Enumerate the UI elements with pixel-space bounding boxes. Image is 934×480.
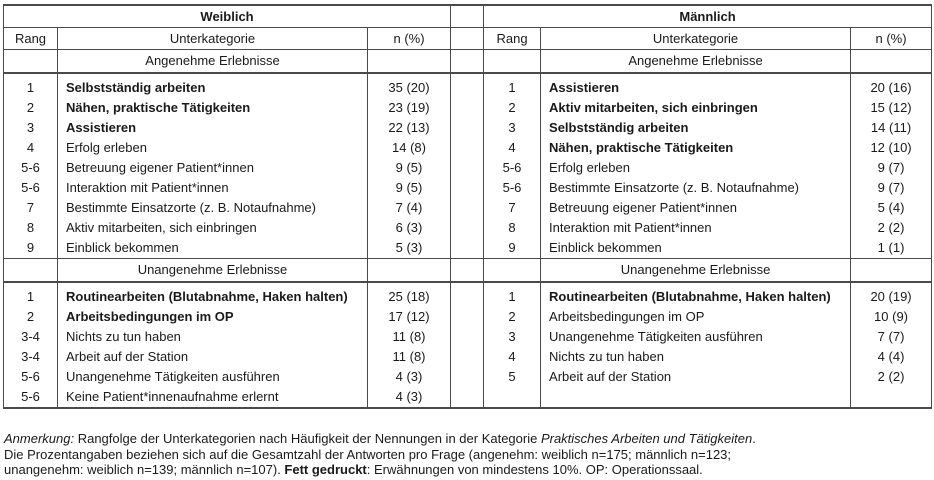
category-cell: Assistieren: [541, 73, 851, 98]
value-cell: 9 (7): [851, 158, 932, 178]
category-cell: Routinearbeiten (Blutabnahme, Haken halten): [58, 282, 368, 307]
value-cell: 14 (8): [368, 138, 451, 158]
value-cell: 15 (12): [851, 98, 932, 118]
note-segment: Die Prozentangaben beziehen sich auf die Gesamtzahl der Antworten pro Frage (angenehm: weiblich n=175; männlich n=123;: [4, 446, 732, 462]
rank-cell: 9: [4, 238, 58, 259]
category-cell: Keine Patient*innenaufnahme erlernt: [58, 387, 368, 408]
note-segment: .: [752, 431, 756, 446]
value-cell: 11 (8): [368, 327, 451, 347]
table-row: [4, 238, 932, 259]
value-cell: 9 (5): [368, 158, 451, 178]
category-cell: Selbstständig arbeiten: [541, 118, 851, 138]
value-cell: 9 (7): [851, 178, 932, 198]
rank-cell: 5-6: [4, 158, 58, 178]
table-row: [4, 282, 932, 307]
spacer-cell: [451, 138, 484, 158]
rank-cell: [484, 387, 541, 408]
value-cell: [851, 387, 932, 408]
rank-cell: [484, 259, 541, 283]
spacer-cell: [451, 327, 484, 347]
category-cell: Arbeitsbedingungen im OP: [541, 307, 851, 327]
value-cell: 20 (16): [851, 73, 932, 98]
rank-cell: 4: [484, 347, 541, 367]
note-segment: Rangfolge der Unterkategorien nach Häufigkeit der Nennungen in der Kategorie: [74, 431, 541, 446]
category-cell: Interaktion mit Patient*innen: [58, 178, 368, 198]
table-row: [4, 138, 932, 158]
category-cell: Nichts zu tun haben: [58, 327, 368, 347]
rank-cell: [4, 50, 58, 74]
spacer-cell: [451, 98, 484, 118]
value-cell: 10 (9): [851, 307, 932, 327]
table-row: [4, 178, 932, 198]
table-row: [4, 367, 932, 387]
value-cell: [368, 259, 451, 283]
table-row: [4, 118, 932, 138]
value-cell: 23 (19): [368, 98, 451, 118]
note-segment: unangenehm: weiblich n=139; männlich n=107).: [4, 462, 285, 478]
rank-cell: 3-4: [4, 347, 58, 367]
category-cell: Nähen, praktische Tätigkeiten: [58, 98, 368, 118]
value-cell: 20 (19): [851, 282, 932, 307]
left-n-percent-header: n (%): [368, 28, 451, 50]
rank-cell: 5-6: [4, 387, 58, 408]
category-cell: Arbeitsbedingungen im OP: [58, 307, 368, 327]
right-table-title: Männlich: [484, 5, 932, 28]
value-cell: 12 (10): [851, 138, 932, 158]
rank-cell: 3-4: [4, 327, 58, 347]
spacer-cell: [451, 73, 484, 98]
table-row: [4, 307, 932, 327]
note-segment: Anmerkung:: [4, 431, 75, 446]
category-cell: Assistieren: [58, 118, 368, 138]
category-cell: Betreuung eigener Patient*innen: [58, 158, 368, 178]
spacer-cell: [451, 50, 484, 74]
rank-cell: 1: [4, 282, 58, 307]
rank-cell: 8: [484, 218, 541, 238]
value-cell: [851, 259, 932, 283]
value-cell: [368, 50, 451, 74]
table-row: [4, 387, 932, 408]
category-cell: Unangenehme Tätigkeiten ausführen: [58, 367, 368, 387]
rank-cell: 5-6: [4, 178, 58, 198]
value-cell: 4 (3): [368, 367, 451, 387]
category-cell: Arbeit auf der Station: [541, 367, 851, 387]
category-cell: Betreuung eigener Patient*innen: [541, 198, 851, 218]
table-title-row: [4, 5, 932, 28]
table-row: [4, 347, 932, 367]
section-header: Unangenehme Erlebnisse: [541, 259, 851, 283]
spacer-cell: [451, 387, 484, 408]
table-row: [4, 73, 932, 98]
category-cell: Selbstständig arbeiten: [58, 73, 368, 98]
value-cell: 6 (3): [368, 218, 451, 238]
section-header-row: [4, 259, 932, 283]
note-line: [4, 447, 932, 463]
section-header: Angenehme Erlebnisse: [58, 50, 368, 74]
category-cell: Unangenehme Tätigkeiten ausführen: [541, 327, 851, 347]
spacer-cell: [451, 218, 484, 238]
category-cell: Interaktion mit Patient*innen: [541, 218, 851, 238]
rank-cell: 1: [4, 73, 58, 98]
spacer-cell: [451, 118, 484, 138]
rank-cell: 7: [4, 198, 58, 218]
rank-cell: 9: [484, 238, 541, 259]
value-cell: 11 (8): [368, 347, 451, 367]
value-cell: 2 (2): [851, 218, 932, 238]
value-cell: 2 (2): [851, 367, 932, 387]
right-subcategory-header: Unterkategorie: [541, 28, 851, 50]
section-header-row: [4, 50, 932, 74]
spacer-cell: [451, 259, 484, 283]
note-segment: : Erwähnungen von mindestens 10%. OP: Operationssaal.: [366, 462, 703, 478]
value-cell: 4 (3): [368, 387, 451, 408]
spacer-cell: [451, 347, 484, 367]
rank-cell: [484, 50, 541, 74]
rank-cell: 4: [4, 138, 58, 158]
subcategory-ranking-table: [3, 4, 932, 409]
note-segment: Fett gedruckt: [284, 462, 367, 478]
category-cell: Routinearbeiten (Blutabnahme, Haken halten): [541, 282, 851, 307]
spacer-cell: [451, 5, 484, 28]
left-subcategory-header: Unterkategorie: [58, 28, 368, 50]
spacer-cell: [451, 282, 484, 307]
rank-cell: 8: [4, 218, 58, 238]
rank-cell: 5: [484, 367, 541, 387]
category-cell: Erfolg erleben: [541, 158, 851, 178]
category-cell: Einblick bekommen: [58, 238, 368, 259]
note-line: [4, 462, 932, 478]
value-cell: 5 (3): [368, 238, 451, 259]
rank-cell: 2: [484, 98, 541, 118]
category-cell: [541, 387, 851, 408]
note-line: [4, 431, 932, 447]
left-table-title: Weiblich: [4, 5, 451, 28]
spacer-cell: [451, 198, 484, 218]
category-cell: Bestimmte Einsatzorte (z. B. Notaufnahme): [541, 178, 851, 198]
table-row: [4, 158, 932, 178]
rank-cell: 5-6: [4, 367, 58, 387]
rank-cell: 3: [484, 327, 541, 347]
spacer-cell: [451, 307, 484, 327]
spacer-cell: [451, 367, 484, 387]
table-row: [4, 218, 932, 238]
table-row: [4, 98, 932, 118]
value-cell: 9 (5): [368, 178, 451, 198]
spacer-cell: [451, 178, 484, 198]
category-cell: Einblick bekommen: [541, 238, 851, 259]
category-cell: Arbeit auf der Station: [58, 347, 368, 367]
rank-cell: 4: [484, 138, 541, 158]
value-cell: 17 (12): [368, 307, 451, 327]
category-cell: Bestimmte Einsatzorte (z. B. Notaufnahme): [58, 198, 368, 218]
table-note: [4, 431, 932, 478]
spacer-cell: [451, 238, 484, 259]
column-header-row: [4, 28, 932, 50]
value-cell: 5 (4): [851, 198, 932, 218]
category-cell: Erfolg erleben: [58, 138, 368, 158]
table-row: [4, 198, 932, 218]
value-cell: 7 (4): [368, 198, 451, 218]
rank-cell: 2: [484, 307, 541, 327]
value-cell: 7 (7): [851, 327, 932, 347]
table-row: [4, 327, 932, 347]
section-header: Angenehme Erlebnisse: [541, 50, 851, 74]
category-cell: Aktiv mitarbeiten, sich einbringen: [541, 98, 851, 118]
value-cell: [851, 50, 932, 74]
rank-cell: 7: [484, 198, 541, 218]
category-cell: Nichts zu tun haben: [541, 347, 851, 367]
category-cell: Nähen, praktische Tätigkeiten: [541, 138, 851, 158]
note-segment: Praktisches Arbeiten und Tätigkeiten: [540, 431, 753, 446]
value-cell: 22 (13): [368, 118, 451, 138]
rank-cell: 5-6: [484, 158, 541, 178]
rank-cell: 1: [484, 73, 541, 98]
section-header: Unangenehme Erlebnisse: [58, 259, 368, 283]
spacer-cell: [451, 158, 484, 178]
value-cell: 35 (20): [368, 73, 451, 98]
rank-cell: 3: [4, 118, 58, 138]
rank-cell: 3: [484, 118, 541, 138]
value-cell: 14 (11): [851, 118, 932, 138]
value-cell: 25 (18): [368, 282, 451, 307]
rank-cell: 5-6: [484, 178, 541, 198]
rank-cell: [4, 259, 58, 283]
left-rank-header: Rang: [4, 28, 58, 50]
right-rank-header: Rang: [484, 28, 541, 50]
right-n-percent-header: n (%): [851, 28, 932, 50]
rank-cell: 2: [4, 98, 58, 118]
spacer-cell: [451, 28, 484, 50]
rank-cell: 1: [484, 282, 541, 307]
rank-cell: 2: [4, 307, 58, 327]
category-cell: Aktiv mitarbeiten, sich einbringen: [58, 218, 368, 238]
value-cell: 1 (1): [851, 238, 932, 259]
value-cell: 4 (4): [851, 347, 932, 367]
